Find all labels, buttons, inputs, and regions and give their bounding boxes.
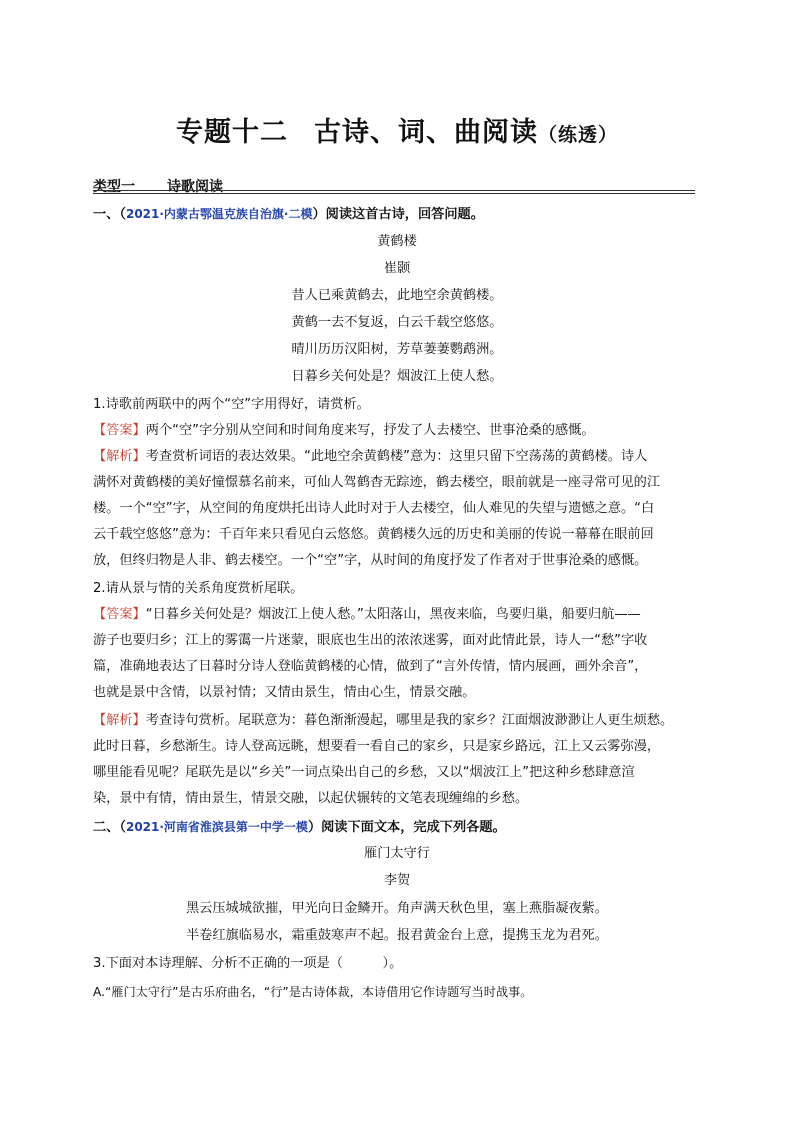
q1-poem-line-2: 黄鹤一去不复返，白云千载空悠悠。 (291, 315, 503, 330)
section-divider (93, 190, 695, 191)
q1-sub2-analysis-line-1 (93, 712, 701, 730)
q1-sub2-answer-line-2: 游子也要归乡；江上的雾霭一片迷蒙，眼底也生出的浓浓迷雾，面对此情此景，诗人一“愁”字收 (93, 633, 648, 648)
q1-sub2-answer-line-3: 篇，准确地表达了日暮时分诗人登临黄鹤楼的心情，做到了“言外传情，情内展画，画外余音”， (93, 659, 648, 674)
q1-sub2-answer-line-1 (93, 606, 701, 624)
page-title (0, 110, 794, 149)
answer-tag: 【答案】 (93, 607, 146, 622)
q1-prefix: 一、（ (93, 207, 126, 222)
q1-poem-line-4: 日暮乡关何处是？烟波江上使人愁。 (291, 369, 503, 384)
answer-tag: 【答案】 (93, 423, 146, 438)
q2-poem-line-1: 黑云压城城欲摧，甲光向日金鳞开。角声满天秋色里，塞上燕脂凝夜紫。 (186, 901, 608, 916)
q1-source: 2021·内蒙古鄂温克族自治旗·二模 (125, 207, 313, 221)
q1-sub1-analysis-line-4: 云千载空悠悠”意为：千百年来只看见白云悠悠。黄鹤楼久远的历史和美丽的传说一幕幕在眼前回 (93, 527, 654, 542)
q1-sub1-analysis-line-1 (93, 448, 701, 466)
analysis-tag: 【解析】 (93, 713, 146, 728)
q1-heading (93, 205, 701, 224)
answer-text: 两个“空”字分别从空间和时间角度来写，抒发了人去楼空、世事沧桑的感慨。 (145, 423, 595, 438)
section-divider-2 (93, 193, 695, 194)
analysis-text: 考查诗句赏析。尾联意为：暮色渐渐漫起，哪里是我的家乡？江面烟波渺渺让人更生烦愁。 (145, 713, 674, 728)
q1-sub2-answer-line-4: 也就是景中含情，以景衬情；又情由景生，情由心生，情景交融。 (93, 685, 476, 700)
q1-poem-author: 崔颢 (383, 261, 411, 276)
q2-sub3-option-a: A.“雁门太守行”是古乐府曲名，“行”是古诗体裁，本诗借用它作诗题写当时战事。 (93, 985, 533, 999)
q1-sub2-analysis-line-2: 此时日暮，乡愁渐生。诗人登高远眺，想要看一看自己的家乡，只是家乡路远，江上又云雾弥漫， (93, 739, 661, 754)
q1-sub2-analysis-line-3: 哪里能看见呢？尾联先是以“乡关”一词点染出自己的乡愁，又以“烟波江上”把这种乡愁肆意渲 (93, 765, 635, 780)
title-sub: （练透） (537, 124, 618, 146)
q1-poem-title: 黄鹤楼 (377, 234, 417, 249)
q1-sub1-analysis-line-3: 楼。一个“空”字，从空间的角度烘托出诗人此时对于人去楼空，仙人难见的失望与遗憾之意。“白 (93, 501, 655, 516)
q2-suffix: ）阅读下面文本，完成下列各题。 (307, 820, 506, 835)
q1-sub1-analysis-line-5: 放，但终归物是人非、鹤去楼空。一个“空”字，从时间的角度抒发了作者对于世事沧桑的感慨。 (93, 553, 648, 568)
q2-prefix: 二、（ (93, 820, 126, 835)
q1-poem-line-3: 晴川历历汉阳树，芳草萋萋鹦鹉洲。 (291, 342, 503, 357)
section-label: 类型一 (93, 179, 135, 195)
q2-poem-title: 雁门太守行 (364, 846, 430, 861)
analysis-tag: 【解析】 (93, 449, 146, 464)
q2-poem-line-2: 半卷红旗临易水，霜重鼓寒声不起。报君黄金台上意，提携玉龙为君死。 (186, 928, 608, 943)
title-main: 专题十二 (175, 117, 288, 148)
analysis-text: 考查赏析词语的表达效果。“此地空余黄鹤楼”意为：这里只留下空荡荡的黄鹤楼。诗人 (145, 449, 648, 464)
q1-sub2-question: 2.请从景与情的关系角度赏析尾联。 (93, 581, 304, 596)
section-name: 诗歌阅读 (167, 179, 223, 195)
q2-source: 2021·河南省淮滨县第一中学一模 (125, 820, 308, 834)
q1-sub1-analysis-line-2: 满怀对黄鹤楼的美好憧憬慕名前来，可仙人驾鹤杳无踪迹，鹤去楼空，眼前就是一座寻常可见的江 (93, 475, 661, 490)
q1-sub2-analysis-line-4: 染，景中有情，情由景生，情景交融，以起伏辗转的文笔表现缠绵的乡愁。 (93, 791, 529, 806)
section-heading (93, 176, 695, 195)
q2-heading (93, 818, 701, 837)
q1-sub1-answer (93, 422, 701, 440)
q1-sub1-question: 1.诗歌前两联中的两个“空”字用得好，请赏析。 (93, 397, 370, 412)
q1-suffix: ）阅读这首古诗，回答问题。 (312, 207, 484, 222)
q2-poem-author: 李贺 (383, 873, 411, 888)
answer-text: “日暮乡关何处是？烟波江上使人愁。”太阳落山，黑夜来临，鸟要归巢，船要归航—— (145, 607, 641, 622)
title-main2: 古诗、词、曲阅读 (313, 117, 538, 148)
q2-sub3-question: 3.下面对本诗理解、分析不正确的一项是（ ）。 (93, 956, 403, 971)
q1-poem-line-1: 昔人已乘黄鹤去，此地空余黄鹤楼。 (291, 288, 503, 303)
